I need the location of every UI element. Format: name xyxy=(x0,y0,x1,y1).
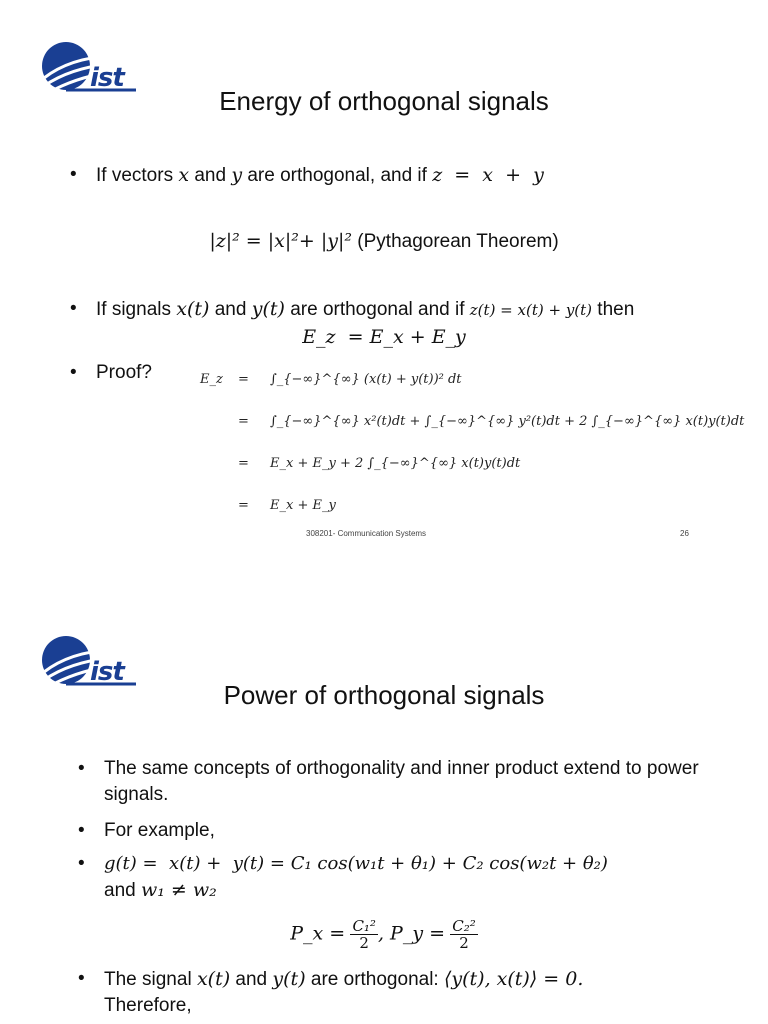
slide-energy: ist Energy of orthogonal signals • If vectors x and y are orthogonal, and if z = x + y |z|² = |x|²+ |y|² (Pythagorean Theorem) • If signals x(t) and y(t) are orthogonal and if z(t) = x(t) + y(t) then E_z = E_x + E_y • Proof? E_z = ∫_{−∞}^{∞} (x(t) + y(t))² dt = ∫_{−∞}^{∞} x²(t)dt + ∫_{−∞}^{∞} y²(t)dt + 2 ∫_{−∞}^{∞} x(t)y(t)dt = E_x + E_y + 2 ∫_{−∞}^{∞} x(t)y(t)dt = E_x + E_y 308201- Communication Systems 26 xyxy=(0,0,768,560)
bullet-signals: • If signals x(t) and y(t) are orthogonal and if z(t) = x(t) + y(t) then xyxy=(70,298,635,320)
power-formulas: P_x = $\frac{\text{C₁²}}{2}$ , P_y = $\frac{\text{C₂²}}{2}$ xyxy=(290,917,476,952)
bullet-proof: • Proof? xyxy=(70,362,152,383)
py-fraction: $\frac{\text{C₂²}}{2}$ xyxy=(452,917,476,952)
slide-power xyxy=(0,600,768,1024)
energy-sum: E_z = E_x + E_y xyxy=(302,326,466,348)
pythagorean-formula: |z|² = |x|²+ |y|² (Pythagorean Theorem) xyxy=(209,230,559,252)
bullet-concepts: • The same concepts of orthogonality and inner product extend to power signals. xyxy=(78,758,699,805)
footer-course: 308201- Communication Systems xyxy=(306,529,427,538)
slide-title: Power of orthogonal signals xyxy=(223,680,545,710)
bullet-example: • For example, xyxy=(78,820,215,841)
footer-page-number: 26 xyxy=(680,529,689,538)
px-fraction: $\frac{\text{C₁²}}{2}$ xyxy=(352,917,376,952)
slide-title: Energy of orthogonal signals xyxy=(219,86,549,116)
bullet-orthogonal: • The signal x(t) and y(t) are orthogonal: ⟨y(t), x(t)⟩ = 0. Therefore, xyxy=(78,968,584,1016)
logo-text: ist xyxy=(90,657,124,687)
bullet-g-definition: • g(t) = x(t) + y(t) = C₁ cos(w₁t + θ₁) + C₂ cos(w₂t + θ₂) and w₁ ≠ w₂ xyxy=(78,853,608,901)
logo-text: ist xyxy=(90,63,124,93)
bullet-vectors: • If vectors x and y are orthogonal, and if z = x + y xyxy=(70,164,544,186)
